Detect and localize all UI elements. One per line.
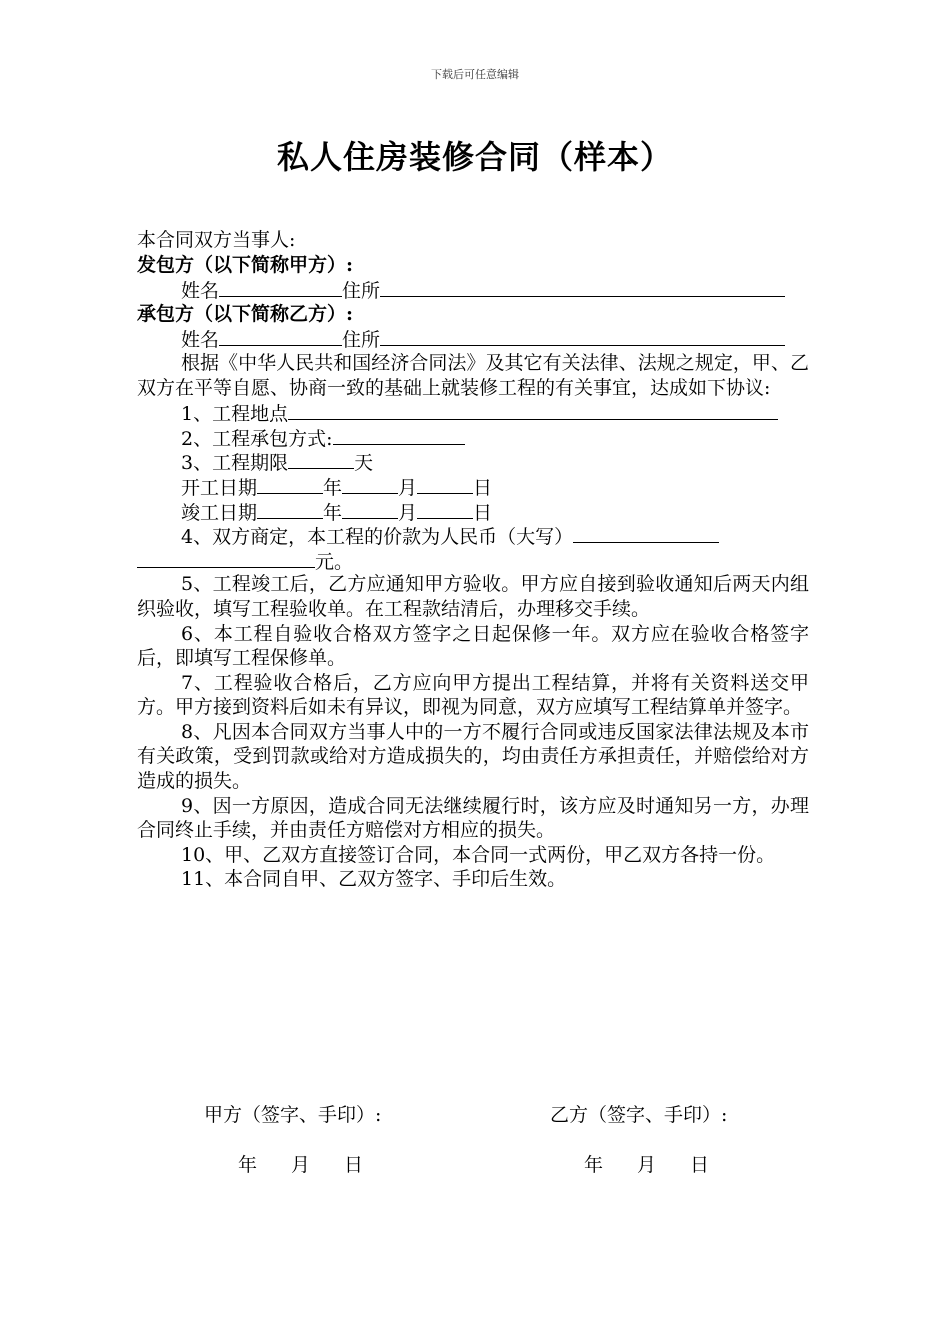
clause-3 — [137, 449, 809, 474]
end-date-row — [137, 499, 809, 524]
clause-2 — [137, 425, 809, 450]
end-month-field[interactable] — [342, 499, 398, 519]
party-a-signature-label: 甲方（签字、手印）: — [204, 1104, 382, 1126]
project-location-field[interactable] — [288, 400, 778, 420]
parties-intro: 本合同双方当事人: — [137, 229, 296, 251]
month-label: 月 — [398, 501, 418, 524]
party-a-heading: 发包方（以下简称甲方）: — [137, 253, 354, 276]
year-label: 年 — [238, 1154, 258, 1176]
party-a-date — [238, 1150, 397, 1177]
party-b-fields — [137, 326, 809, 351]
clause-7: 7、工程验收合格后，乙方应向甲方提出工程结算，并将有关资料送交甲方。甲方接到资料后如未有异议，即视为同意，双方应填写工程结算单并签字。 — [137, 671, 809, 719]
party-b-name-field[interactable] — [219, 326, 342, 346]
start-date-label: 开工日期 — [181, 476, 258, 499]
clause-1-label: 1、工程地点 — [181, 403, 289, 426]
day-label: 日 — [690, 1154, 710, 1176]
clause-2-label: 2、工程承包方式: — [181, 427, 333, 450]
start-year-field[interactable] — [257, 474, 323, 494]
end-date-label: 竣工日期 — [181, 501, 258, 524]
contract-body — [137, 228, 809, 892]
clause-4 — [137, 523, 809, 548]
name-label: 姓名 — [181, 280, 220, 303]
yuan-label: 元。 — [315, 550, 354, 573]
year-label: 年 — [584, 1154, 604, 1176]
clause-5: 5、工程竣工后，乙方应通知甲方验收。甲方应自接到验收通知后两天内组织验收，填写工程验收单。在工程款结清后，办理移交手续。 — [137, 573, 809, 620]
party-b-signature-label: 乙方（签字、手印）: — [550, 1104, 728, 1126]
duration-days-field[interactable] — [288, 449, 354, 469]
end-day-field[interactable] — [417, 499, 473, 519]
clause-4-cont — [137, 548, 809, 573]
party-a-fields — [137, 277, 809, 302]
end-year-field[interactable] — [257, 499, 323, 519]
days-unit: 天 — [354, 452, 374, 475]
address-label: 住所 — [342, 329, 381, 352]
year-label: 年 — [323, 501, 343, 524]
start-day-field[interactable] — [417, 474, 473, 494]
clause-11: 11、本合同自甲、乙双方签字、手印后生效。 — [181, 868, 567, 891]
address-label: 住所 — [342, 280, 381, 303]
name-label: 姓名 — [181, 329, 220, 352]
clause-10: 10、甲、乙双方直接签订合同，本合同一式两份，甲乙双方各持一份。 — [181, 843, 776, 866]
party-b-address-field[interactable] — [380, 326, 785, 346]
party-b-date — [584, 1150, 743, 1177]
header-note: 下载后可任意编辑 — [431, 68, 519, 81]
clause-4-label: 4、双方商定，本工程的价款为人民币（大写） — [181, 526, 574, 549]
month-label: 月 — [398, 476, 418, 499]
month-label: 月 — [637, 1154, 657, 1176]
price-field-part2[interactable] — [137, 548, 315, 568]
month-label: 月 — [291, 1154, 311, 1176]
start-date-row — [137, 474, 809, 499]
day-label: 日 — [473, 476, 493, 499]
clause-8: 8、凡因本合同双方当事人中的一方不履行合同或违反国家法律法规及本市有关政策，受到罚款或给对方造成损失的，均由责任方承担责任，并赔偿给对方造成的损失。 — [137, 720, 809, 793]
clause-3-label: 3、工程期限 — [181, 452, 289, 475]
party-b-heading: 承包方（以下简称乙方）: — [137, 302, 354, 325]
clause-9: 9、因一方原因，造成合同无法继续履行时，该方应及时通知另一方，办理合同终止手续，并由责任方赔偿对方相应的损失。 — [137, 794, 809, 842]
clause-1 — [137, 400, 809, 425]
start-month-field[interactable] — [342, 474, 398, 494]
document-title: 私人住房装修合同（样本） — [276, 138, 673, 176]
day-label: 日 — [473, 501, 493, 524]
party-a-name-field[interactable] — [219, 277, 342, 297]
price-field-part1[interactable] — [573, 523, 719, 543]
party-a-address-field[interactable] — [380, 277, 785, 297]
clause-6: 6、本工程自验收合格双方签字之日起保修一年。双方应在验收合格签字后，即填写工程保修单。 — [137, 622, 809, 670]
contract-method-field[interactable] — [333, 425, 465, 445]
day-label: 日 — [344, 1154, 364, 1176]
year-label: 年 — [323, 476, 343, 499]
preamble-paragraph: 根据《中华人民共和国经济合同法》及其它有关法律、法规之规定，甲、乙双方在平等自愿、协商一致的基础上就装修工程的有关事宜，达成如下协议: — [137, 351, 809, 399]
